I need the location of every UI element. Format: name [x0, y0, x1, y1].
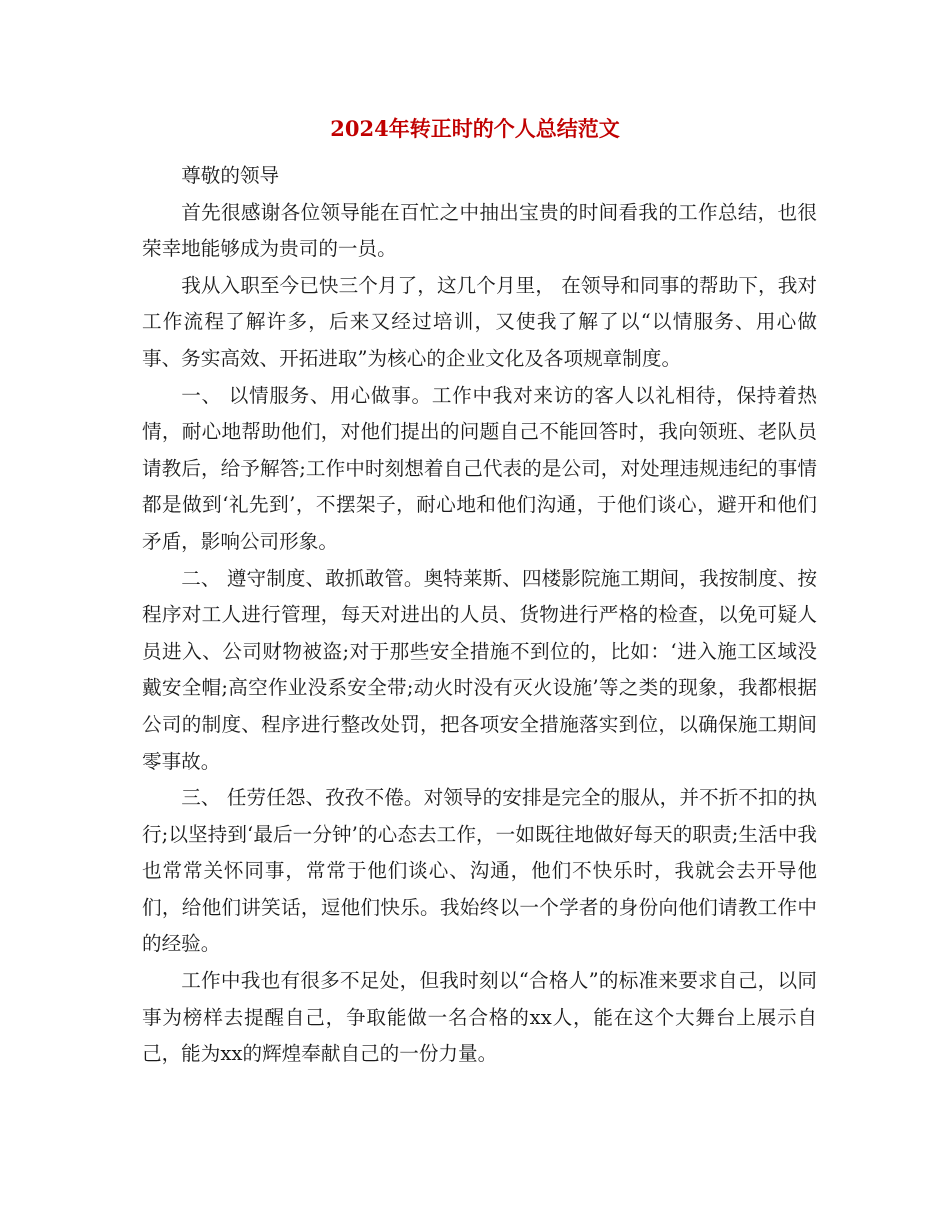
salutation: 尊敬的领导 [181, 164, 280, 187]
paragraph-point-one: 一、 以情服务、用心做事。工作中我对来访的客人以礼相待，保持着热情，耐心地帮助他们，对他们提出的问题自己不能回答时，我向领班、老队员请教后，给予解答;工作中时刻想着自己代表的是公司，对处理违规违纪的事情都是做到‘礼先到’，不摆架子，耐心地和他们沟通，于他们谈心，避开和他们矛盾，影响公司形象。 [142, 383, 817, 553]
document-body [142, 158, 817, 1073]
paragraph-conclusion: 工作中我也有很多不足处，但我时刻以“合格人”的标准来要求自己，以同事为榜样去提醒自己，争取能做一名合格的xx人，能在这个大舞台上展示自己，能为xx的辉煌奉献自己的一份力量。 [142, 969, 817, 1066]
paragraph-overview: 我从入职至今已快三个月了，这几个月里， 在领导和同事的帮助下，我对工作流程了解许多，后来又经过培训，又使我了解了以“以情服务、用心做事、务实高效、开拓进取”为核心的企业文化及各项规章制度。 [142, 273, 817, 370]
paragraph-intro: 首先很感谢各位领导能在百忙之中抽出宝贵的时间看我的工作总结，也很荣幸地能够成为贵司的一员。 [142, 200, 817, 261]
document-title: 2024年转正时的个人总结范文 [330, 116, 620, 141]
paragraph-point-three: 三、 任劳任怨、孜孜不倦。对领导的安排是完全的服从，并不折不扣的执行;以坚持到‘最后一分钟’的心态去工作，一如既往地做好每天的职责;生活中我也常常关怀同事，常常于他们谈心、沟通，他们不快乐时，我就会去开导他们，给他们讲笑话，逗他们快乐。我始终以一个学者的身份向他们请教工作中的经验。 [142, 786, 817, 956]
paragraph-point-two: 二、 遵守制度、敢抓敢管。奥特莱斯、四楼影院施工期间，我按制度、按程序对工人进行管理，每天对进出的人员、货物进行严格的检查，以免可疑人员进入、公司财物被盗;对于那些安全措施不到位的，比如：‘进入施工区域没戴安全帽;高空作业没系安全带;动火时没有灭火设施’等之类的现象，我都根据公司的制度、程序进行整改处罚，把各项安全措施落实到位，以确保施工期间零事故。 [142, 566, 817, 773]
